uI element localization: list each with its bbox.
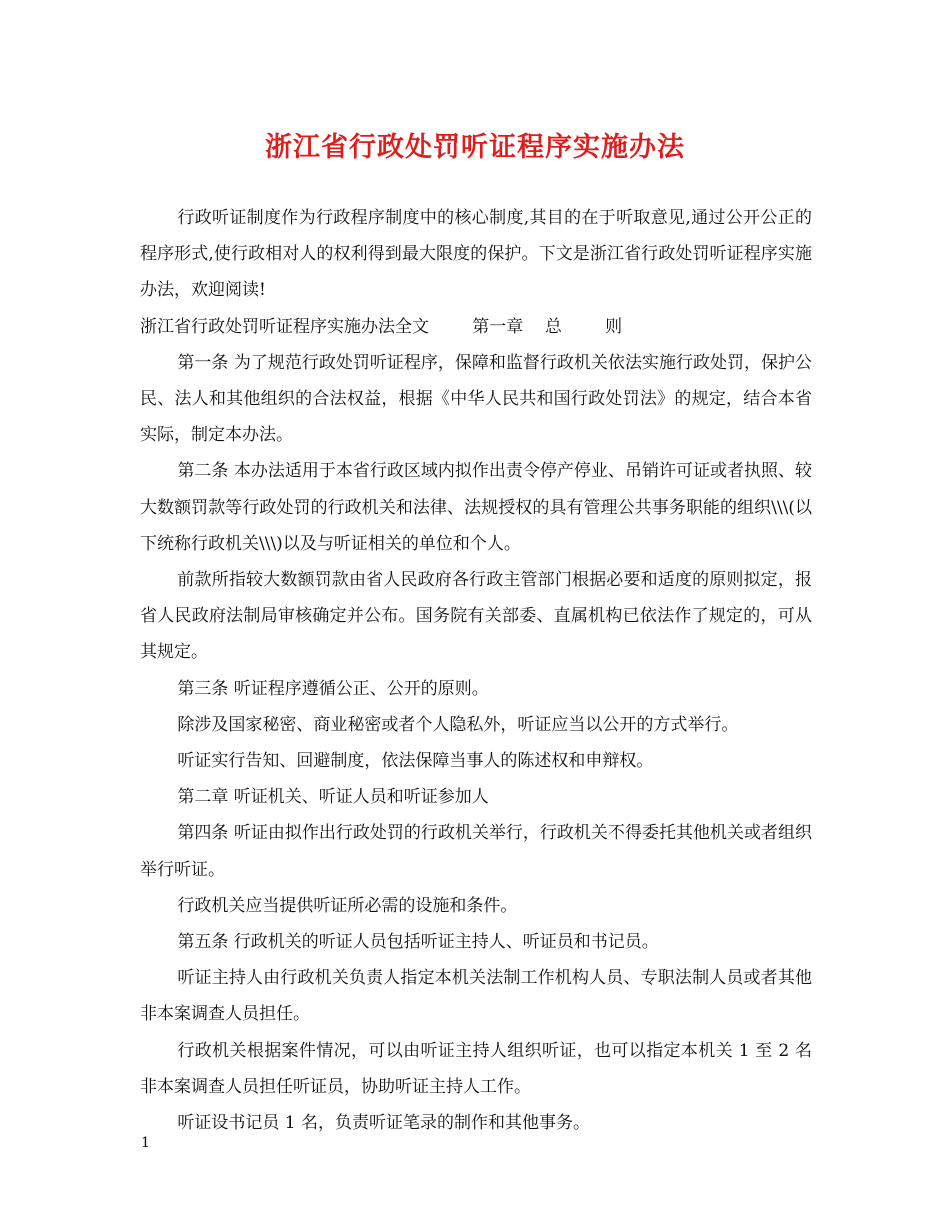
- article-2-paragraph: 第二条 本办法适用于本省行政区域内拟作出责令停产停业、吊销许可证或者执照、较大数额罚款等行政处罚的行政机关和法律、法规授权的具有管理公共事务职能的组织\\\(以下统称行政机关\\\)以及与听证相关的单位和个人。: [140, 461, 812, 554]
- document-title: 浙江省行政处罚听证程序实施办法: [265, 132, 685, 163]
- document-body: [140, 200, 812, 1141]
- chapter-heading-line: 浙江省行政处罚听证程序实施办法全文 第一章 总 则: [140, 316, 623, 337]
- article-5-detail-paragraph-2: 行政机关根据案件情况，可以由听证主持人组织听证，也可以指定本机关 1 至 2 名非本案调查人员担任听证员，协助听证主持人工作。: [140, 1040, 812, 1097]
- page-number: 1: [141, 1135, 150, 1151]
- article-5-detail-paragraph-1: 听证主持人由行政机关负责人指定本机关法制工作机构人员、专职法制人员或者其他非本案调查人员担任。: [140, 968, 812, 1025]
- article-5-detail-paragraph-3: 听证设书记员 1 名，负责听证笔录的制作和其他事务。: [177, 1113, 591, 1134]
- article-5-paragraph: 第五条 行政机关的听证人员包括听证主持人、听证员和书记员。: [177, 932, 659, 953]
- chapter-2-heading: 第二章 听证机关、听证人员和听证参加人: [177, 787, 489, 808]
- article-3-paragraph: 第三条 听证程序遵循公正、公开的原则。: [177, 678, 489, 699]
- article-3-detail-paragraph-2: 听证实行告知、回避制度，依法保障当事人的陈述权和申辩权。: [177, 751, 654, 772]
- article-3-detail-paragraph-1: 除涉及国家秘密、商业秘密或者个人隐私外，听证应当以公开的方式举行。: [177, 714, 739, 735]
- article-1-paragraph: 第一条 为了规范行政处罚听证程序，保障和监督行政机关依法实施行政处罚，保护公民、法人和其他组织的合法权益，根据《中华人民共和国行政处罚法》的规定，结合本省实际，制定本办法。: [140, 352, 812, 446]
- article-4-detail-paragraph: 行政机关应当提供听证所必需的设施和条件。: [177, 895, 518, 916]
- article-4-paragraph: 第四条 听证由拟作出行政处罚的行政机关举行，行政机关不得委托其他机关或者组织举行听证。: [140, 823, 812, 880]
- intro-paragraph: 行政听证制度作为行政程序制度中的核心制度,其目的在于听取意见,通过公开公正的程序形式,使行政相对人的权利得到最大限度的保护。下文是浙江省行政处罚听证程序实施办法，欢迎阅读!: [140, 208, 812, 301]
- article-2-detail-paragraph: 前款所指较大数额罚款由省人民政府各行政主管部门根据必要和适度的原则拟定，报省人民政府法制局审核确定并公布。国务院有关部委、直属机构已依法作了规定的，可从其规定。: [140, 570, 812, 663]
